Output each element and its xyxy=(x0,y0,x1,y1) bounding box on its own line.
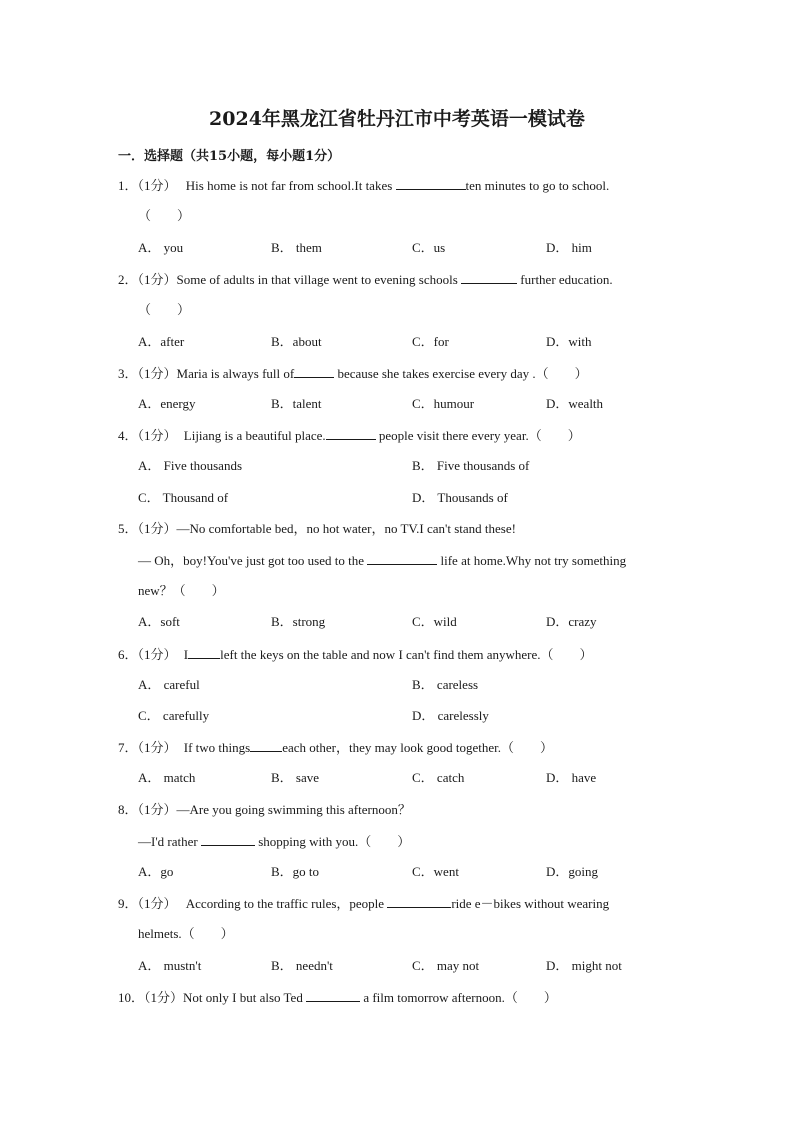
option-a: A．soft xyxy=(138,614,180,629)
question-9 xyxy=(118,895,609,912)
question-text: Some of adults in that village went to evening schools xyxy=(176,272,462,287)
question-text: Not only I but also Ted xyxy=(183,990,307,1005)
question-8-line2 xyxy=(138,833,410,850)
option-c: C．humour xyxy=(412,396,475,411)
option-a: A．go xyxy=(138,864,174,879)
option-a: A． mustn't xyxy=(138,958,202,973)
question-number: 1．（1分） xyxy=(118,178,177,193)
question-text: because she takes exercise every day .（ ） xyxy=(334,366,588,381)
question-number: 10．（1分） xyxy=(118,990,184,1005)
question-text: According to the traffic rules，people xyxy=(185,896,388,911)
question-number: 5．（1分） xyxy=(118,521,177,536)
answer-blank xyxy=(326,427,376,440)
question-text: each other，they may look good together.（ ） xyxy=(282,740,553,755)
question-number: 2．（1分） xyxy=(118,272,177,287)
answer-blank xyxy=(294,365,334,378)
option-b: B． them xyxy=(271,240,322,255)
option-d: D． him xyxy=(546,240,592,255)
option-a: A． you xyxy=(138,240,184,255)
question-text: ten minutes to go to school. xyxy=(465,178,610,193)
question-5-line3: new？（ ） xyxy=(138,583,225,598)
option-d: D． might not xyxy=(546,958,622,973)
question-number: 7．（1分） xyxy=(118,740,177,755)
question-number: 4．（1分） xyxy=(118,428,177,443)
question-number: 6．（1分） xyxy=(118,647,177,662)
option-d: D．with xyxy=(546,334,592,349)
answer-blank xyxy=(250,739,282,752)
option-c: C． may not xyxy=(412,958,480,973)
question-text: — Oh，boy!You've just got too used to the xyxy=(138,553,368,568)
question-9-line2: helmets.（ ） xyxy=(138,926,234,941)
question-6 xyxy=(118,646,592,663)
question-text: Lijiang is a beautiful place. xyxy=(183,428,326,443)
question-text: left the keys on the table and now I can't find them anywhere.（ ） xyxy=(220,647,593,662)
option-d: D．crazy xyxy=(546,614,597,629)
option-d: D． have xyxy=(546,770,597,785)
option-d: D．going xyxy=(546,864,599,879)
question-text: —Are you going swimming this afternoon？ xyxy=(176,802,411,817)
question-1 xyxy=(118,177,674,194)
answer-blank xyxy=(396,177,466,190)
option-d: D． Thousands of xyxy=(412,490,508,505)
question-2 xyxy=(118,271,613,288)
question-2-paren: （ ） xyxy=(138,302,191,317)
option-d: D．wealth xyxy=(546,396,604,411)
option-d: D． carelessly xyxy=(412,708,489,723)
option-a: A． careful xyxy=(138,677,200,692)
option-c: C． carefully xyxy=(138,708,210,723)
option-c: C． catch xyxy=(412,770,465,785)
question-text: His home is not far from school.It takes xyxy=(185,178,396,193)
question-text: —No comfortable bed，no hot water，no TV.I can't stand these! xyxy=(176,521,516,536)
question-text: shopping with you.（ ） xyxy=(254,834,411,849)
question-10 xyxy=(118,989,557,1006)
question-number: 3．（1分） xyxy=(118,366,177,381)
option-b: B．talent xyxy=(271,396,322,411)
question-text: further education. xyxy=(517,272,613,287)
option-c: C．for xyxy=(412,334,449,349)
option-a: A．after xyxy=(138,334,185,349)
option-a: A． Five thousands xyxy=(138,458,243,473)
question-3 xyxy=(118,365,588,382)
question-number: 9．（1分） xyxy=(118,896,177,911)
option-a: A．energy xyxy=(138,396,196,411)
question-text: people visit there every year.（ ） xyxy=(375,428,581,443)
answer-blank xyxy=(306,989,360,1002)
option-c: C．us xyxy=(412,240,446,255)
question-text: If two things xyxy=(183,740,251,755)
option-b: B． save xyxy=(271,770,320,785)
answer-blank xyxy=(201,833,255,846)
option-c: C．went xyxy=(412,864,459,879)
exam-title: 2024年黑龙江省牡丹江市中考英语一模试卷 xyxy=(209,108,585,130)
option-c: C． Thousand of xyxy=(138,490,229,505)
option-b: B． careless xyxy=(412,677,479,692)
question-text: Maria is always full of xyxy=(176,366,295,381)
option-b: B．go to xyxy=(271,864,320,879)
answer-blank xyxy=(367,552,437,565)
option-c: C．wild xyxy=(412,614,457,629)
question-1-paren: （ ） xyxy=(138,208,191,223)
question-5 xyxy=(118,521,516,537)
option-b: B． Five thousands of xyxy=(412,458,530,473)
question-text: I xyxy=(183,647,189,662)
section-heading: 一．选择题（共15小题，每小题1分） xyxy=(118,149,341,164)
option-b: B． needn't xyxy=(271,958,333,973)
option-b: B．about xyxy=(271,334,322,349)
question-5-line2 xyxy=(138,552,626,569)
option-b: B．strong xyxy=(271,614,326,629)
answer-blank xyxy=(188,646,220,659)
answer-blank xyxy=(461,271,517,284)
question-text: —I'd rather xyxy=(138,834,201,849)
answer-blank xyxy=(387,895,451,908)
option-a: A． match xyxy=(138,770,196,785)
question-8 xyxy=(118,802,411,818)
question-text: life at home.Why not try something xyxy=(437,553,627,568)
question-4 xyxy=(118,427,581,444)
question-number: 8．（1分） xyxy=(118,802,177,817)
question-7 xyxy=(118,739,553,756)
question-text: ride e－bikes without wearing xyxy=(451,896,610,911)
question-text: a film tomorrow afternoon.（ ） xyxy=(360,990,557,1005)
